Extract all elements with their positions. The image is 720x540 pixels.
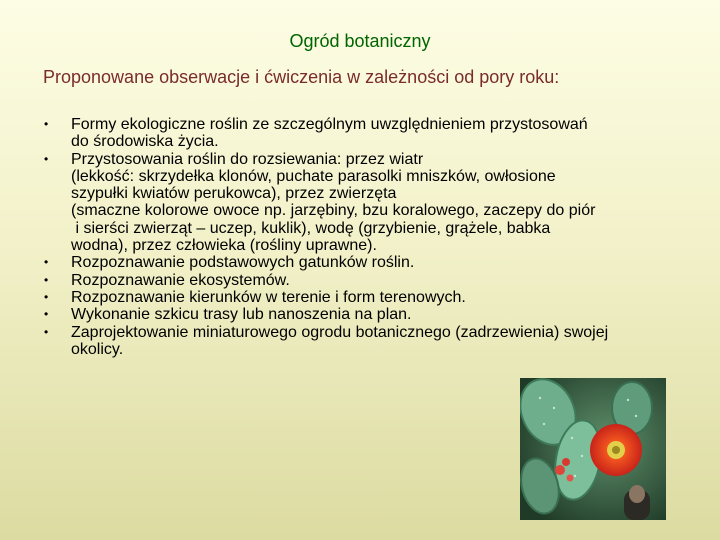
- bullet-marker: •: [44, 307, 49, 322]
- bullet-line: Rozpoznawanie ekosystemów.: [71, 271, 290, 289]
- bullet-item: [40, 324, 690, 359]
- bullet-marker: •: [44, 151, 49, 166]
- bullet-marker: •: [44, 117, 49, 131]
- bullet-line: wodna), przez człowieka (rośliny uprawne).: [71, 237, 377, 255]
- bullet-item: [40, 116, 690, 151]
- bullet-line: (lekkość: skrzydełka klonów, puchate parasolki mniszków, owłosione: [71, 167, 556, 185]
- bullet-line: Rozpoznawanie podstawowych gatunków roślin.: [71, 254, 415, 272]
- bullet-item: [40, 151, 690, 255]
- bullet-line: Wykonanie szkicu trasy lub nanoszenia na plan.: [71, 306, 412, 324]
- bullet-marker: •: [44, 272, 49, 287]
- bullet-line: Przystosowania roślin do rozsiewania: przez wiatr: [71, 150, 424, 168]
- bullet-marker: •: [44, 324, 49, 339]
- bullet-item: [40, 272, 690, 289]
- bullet-line: szypułki kwiatów perukowca), przez zwierzęta: [71, 185, 397, 203]
- cactus-bud: [555, 465, 565, 475]
- bullet-item: [40, 289, 690, 306]
- red-flower: [590, 424, 642, 476]
- bullet-line: Zaprojektowanie miniaturowego ogrodu botanicznego (zadrzewienia) swojej: [71, 323, 609, 341]
- cactus-bud: [562, 458, 570, 466]
- bullet-line: okolicy.: [71, 340, 124, 358]
- bullet-line: Rozpoznawanie kierunków w terenie i form terenowych.: [71, 288, 466, 306]
- bullet-marker: •: [44, 289, 49, 304]
- slide-title: Ogród botaniczny: [289, 31, 431, 51]
- cactus-bud: [567, 475, 574, 482]
- bullet-marker: •: [44, 255, 49, 270]
- bullet-item: [40, 306, 690, 323]
- bullet-line: (smaczne kolorowe owoce np. jarzębiny, bzu koralowego, zaczepy do piór: [71, 202, 596, 220]
- bullet-line: do środowiska życia.: [71, 133, 219, 151]
- slide-subtitle: Proponowane obserwacje i ćwiczenia w zależności od pory roku:: [43, 67, 560, 87]
- bullet-line: i sierści zwierząt – uczep, kuklik), wodę (grzybienie, grążele, babka: [71, 219, 551, 237]
- cactus-flower-illustration: [520, 378, 666, 520]
- cactus-flower-photo: [520, 378, 666, 520]
- bullet-item: [40, 254, 690, 271]
- bullet-line: Formy ekologiczne roślin ze szczególnym uwzględnieniem przystosowań: [71, 116, 588, 133]
- bullet-list: [40, 116, 690, 358]
